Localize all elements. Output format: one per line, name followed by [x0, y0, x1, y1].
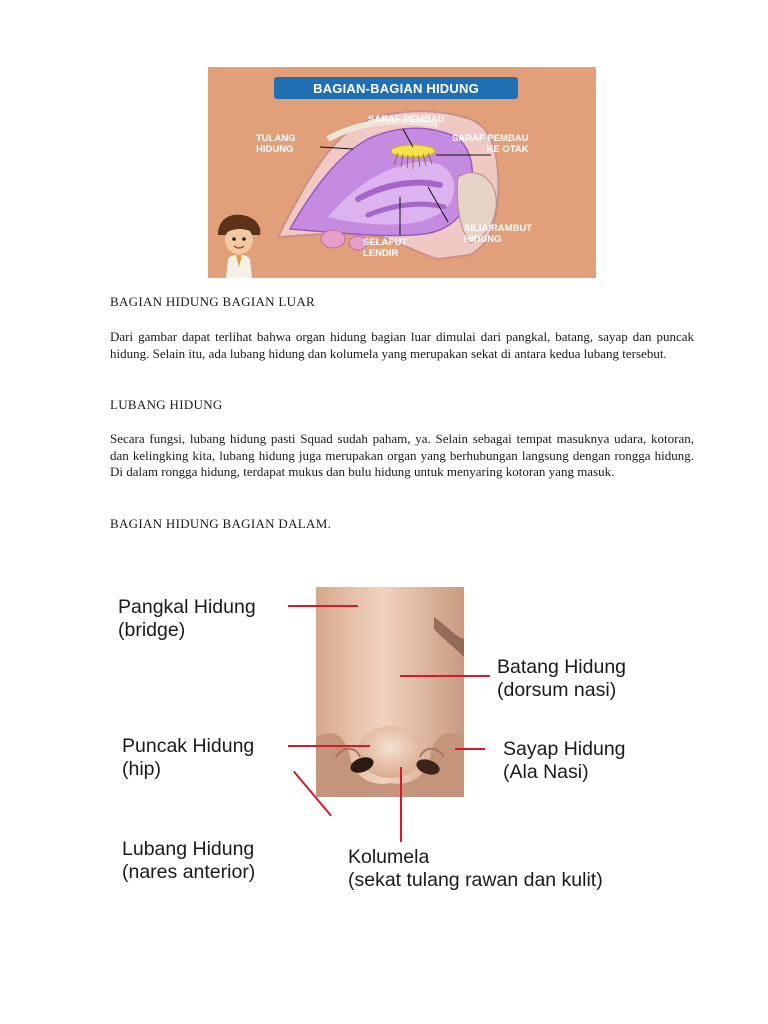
label-batang-hidung: Batang Hidung (dorsum nasi)	[497, 656, 627, 701]
label-saraf-pembau-ke-otak: SARAF PEMBAU KE OTAK	[452, 133, 529, 155]
label-silia-rambut-hidung: SILIA/RAMBUT HIDUNG	[464, 223, 533, 245]
diagram-title: BAGIAN-BAGIAN HIDUNG	[274, 77, 518, 99]
section-heading-lubang-hidung: LUBANG HIDUNG	[110, 397, 223, 412]
label-pangkal-hidung: Pangkal Hidung (bridge)	[118, 596, 256, 641]
section-heading-bagian-luar: BAGIAN HIDUNG BAGIAN LUAR	[110, 294, 316, 309]
section-heading-bagian-dalam: BAGIAN HIDUNG BAGIAN DALAM.	[110, 516, 332, 531]
label-selaput-lendir: SELAPUT LENDIR	[363, 237, 408, 259]
pointer-pangkal	[288, 605, 358, 607]
pointer-batang	[400, 675, 490, 677]
pointer-puncak	[288, 745, 370, 747]
label-sayap-hidung: Sayap Hidung (Ala Nasi)	[503, 738, 626, 783]
label-saraf-pembau: SARAF PEMBAU	[368, 114, 445, 125]
label-puncak-hidung: Puncak Hidung (hip)	[122, 735, 255, 780]
nose-anatomy-diagram	[208, 67, 596, 278]
nose-external-parts-diagram	[110, 582, 670, 902]
paragraph-bagian-luar: Dari gambar dapat terlihat bahwa organ hidung bagian luar dimulai dari pangkal, batang, sayap dan puncak hidung. Selain itu, ada lubang hidung dan kolumela yang merupakan sekat di antara kedua lubang tersebut.	[110, 329, 694, 361]
label-kolumela: Kolumela (sekat tulang rawan dan kulit)	[348, 846, 603, 891]
paragraph-lubang-hidung: Secara fungsi, lubang hidung pasti Squad sudah paham, ya. Selain sebagai tempat masuknya udara, kotoran, dan kelingking kita, lubang hidung juga merupakan organ yang berhubungan langsung dengan rongga hidung. Di dalam rongga hidung, terdapat mukus dan bulu hidung untuk menyaring kotoran yang masuk.	[110, 431, 694, 479]
label-lubang-hidung: Lubang Hidung (nares anterior)	[122, 838, 256, 883]
label-tulang-hidung: TULANG HIDUNG	[256, 133, 296, 155]
nose-photo-illustration	[316, 587, 464, 797]
pointer-sayap	[455, 748, 485, 750]
cartoon-boy-icon	[218, 215, 260, 278]
pointer-kolumela	[400, 767, 402, 842]
